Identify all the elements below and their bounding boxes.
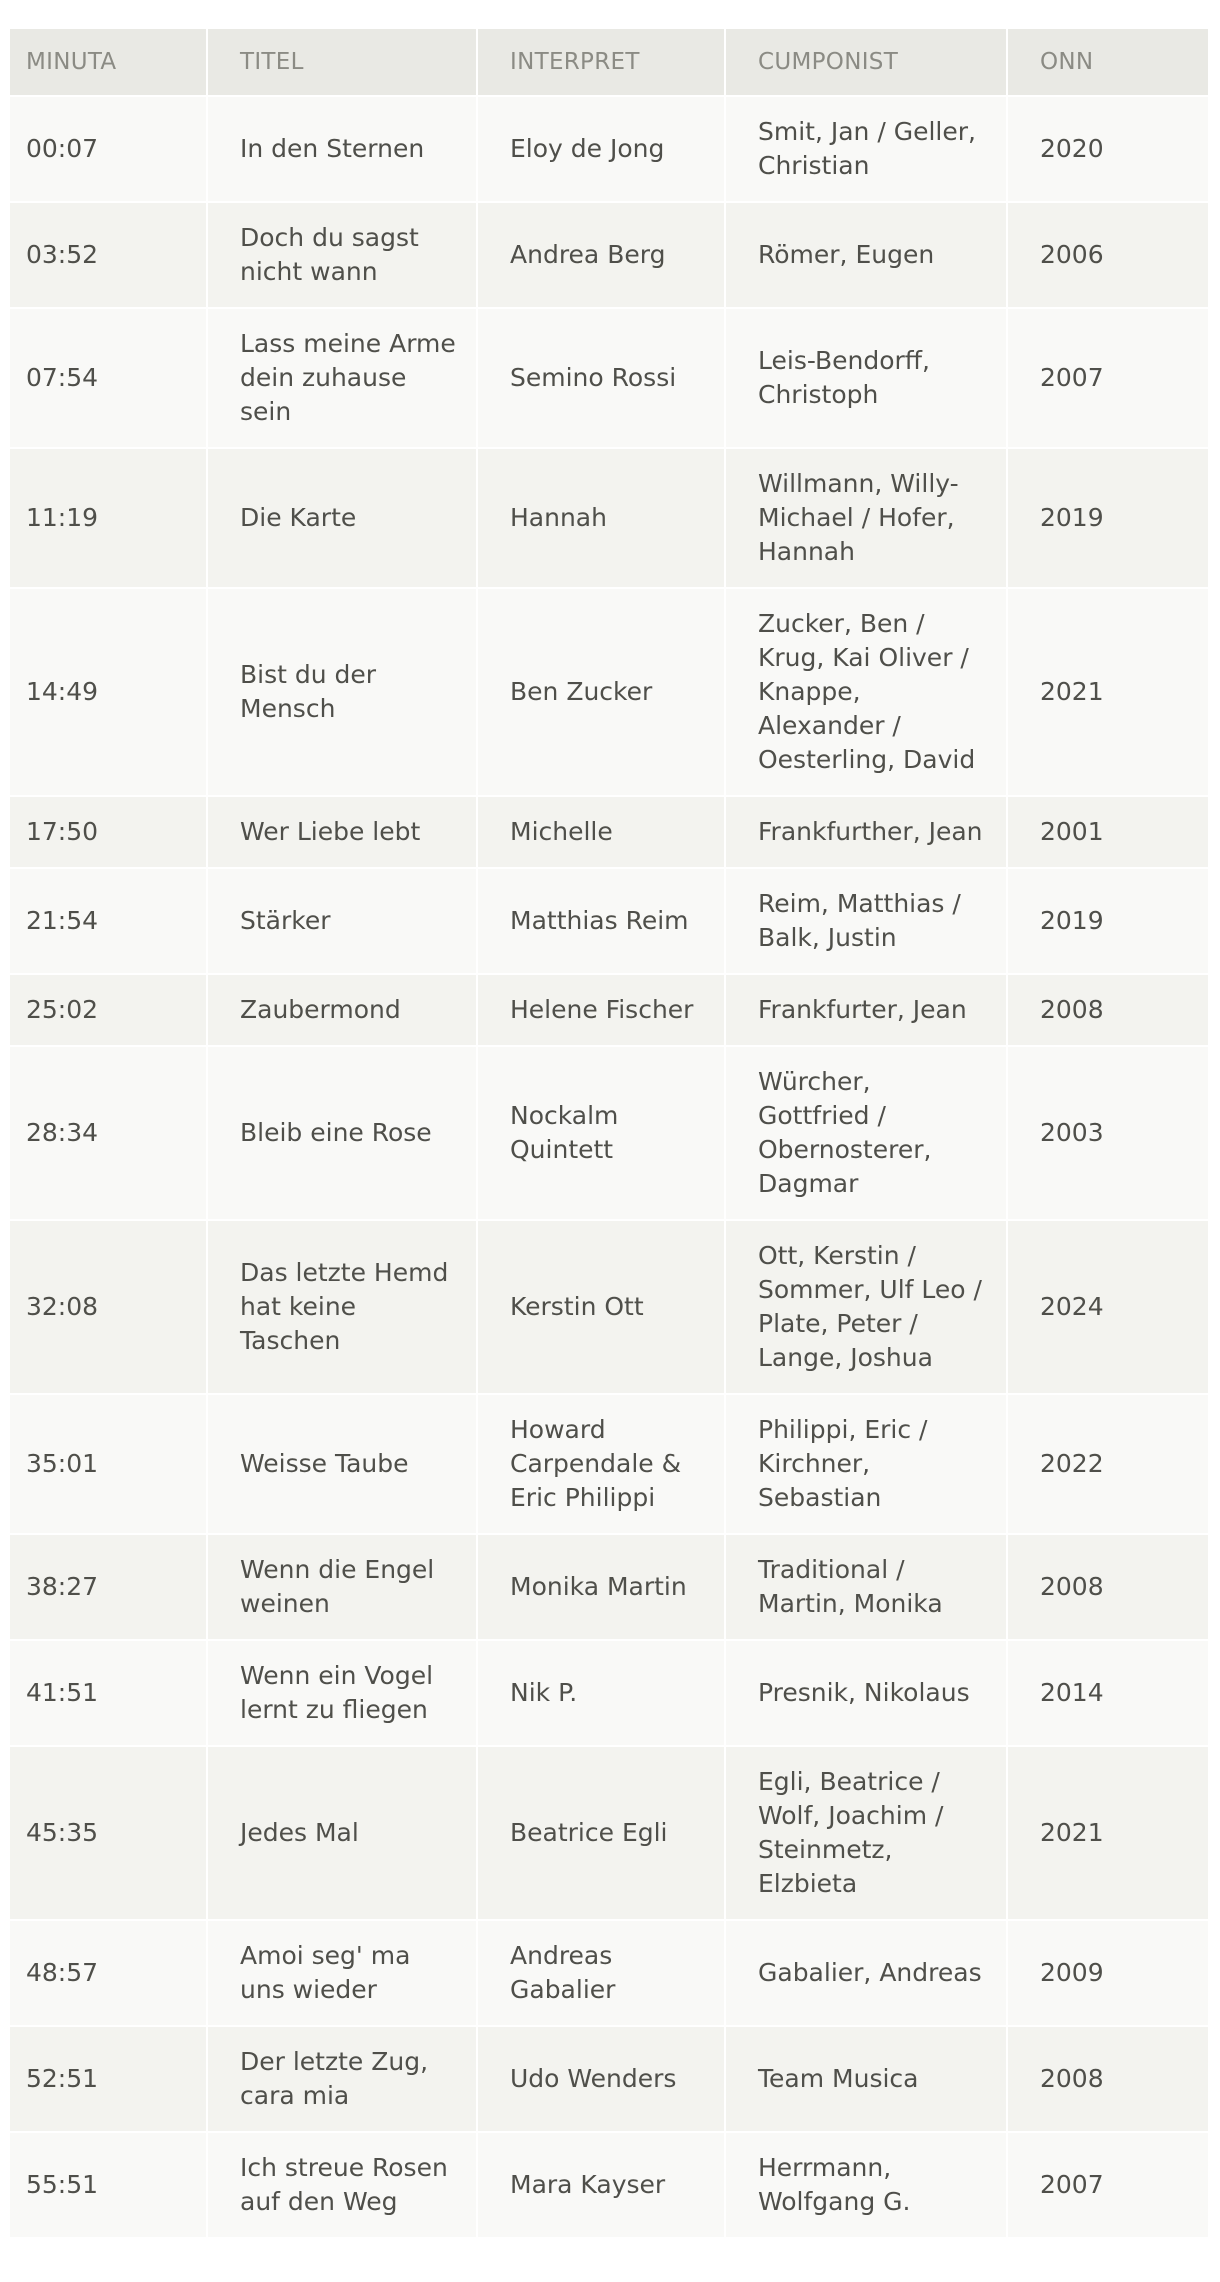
cell-titel: In den Sternen (208, 97, 478, 203)
cell-cumponist: Römer, Eugen (726, 203, 1008, 309)
cell-cumponist: Frankfurther, Jean (726, 797, 1008, 869)
cell-minuta: 14:49 (10, 589, 208, 797)
cell-cumponist: Reim, Matthias / Balk, Justin (726, 869, 1008, 975)
cell-interpret: Nockalm Quintett (478, 1047, 726, 1221)
cell-minuta: 45:35 (10, 1747, 208, 1921)
cell-cumponist: Ott, Kerstin / Sommer, Ulf Leo / Plate, Peter / Lange, Joshua (726, 1221, 1008, 1395)
cell-titel: Zaubermond (208, 975, 478, 1047)
cell-interpret: Ben Zucker (478, 589, 726, 797)
cell-interpret: Semino Rossi (478, 309, 726, 449)
cell-interpret: Helene Fischer (478, 975, 726, 1047)
playlist-table (10, 29, 1208, 2239)
cell-onn: 2024 (1008, 1221, 1208, 1395)
cell-interpret: Andrea Berg (478, 203, 726, 309)
header-onn: ONN (1008, 29, 1208, 97)
cell-titel: Wer Liebe lebt (208, 797, 478, 869)
cell-interpret: Nik P. (478, 1641, 726, 1747)
cell-titel: Bleib eine Rose (208, 1047, 478, 1221)
cell-interpret: Matthias Reim (478, 869, 726, 975)
cell-cumponist: Smit, Jan / Geller, Christian (726, 97, 1008, 203)
table-row (10, 869, 1208, 975)
cell-cumponist: Zucker, Ben / Krug, Kai Oliver / Knappe, Alexander / Oesterling, David (726, 589, 1008, 797)
playlist-table-container (10, 29, 1208, 2239)
cell-titel: Das letzte Hemd hat keine Taschen (208, 1221, 478, 1395)
cell-cumponist: Traditional / Martin, Monika (726, 1535, 1008, 1641)
cell-minuta: 32:08 (10, 1221, 208, 1395)
cell-titel: Jedes Mal (208, 1747, 478, 1921)
cell-interpret: Michelle (478, 797, 726, 869)
table-row (10, 1535, 1208, 1641)
cell-cumponist: Team Musica (726, 2027, 1008, 2133)
cell-interpret: Mara Kayser (478, 2133, 726, 2239)
table-row (10, 589, 1208, 797)
table-row (10, 1221, 1208, 1395)
cell-titel: Amoi seg' ma uns wieder (208, 1921, 478, 2027)
table-row (10, 1641, 1208, 1747)
header-interpret: INTERPRET (478, 29, 726, 97)
cell-onn: 2001 (1008, 797, 1208, 869)
cell-minuta: 38:27 (10, 1535, 208, 1641)
cell-minuta: 25:02 (10, 975, 208, 1047)
cell-onn: 2021 (1008, 1747, 1208, 1921)
cell-interpret: Kerstin Ott (478, 1221, 726, 1395)
cell-onn: 2020 (1008, 97, 1208, 203)
cell-onn: 2008 (1008, 1535, 1208, 1641)
cell-onn: 2021 (1008, 589, 1208, 797)
cell-onn: 2019 (1008, 449, 1208, 589)
cell-minuta: 21:54 (10, 869, 208, 975)
table-row (10, 1047, 1208, 1221)
cell-onn: 2003 (1008, 1047, 1208, 1221)
cell-titel: Bist du der Mensch (208, 589, 478, 797)
table-row (10, 1921, 1208, 2027)
cell-minuta: 41:51 (10, 1641, 208, 1747)
cell-minuta: 35:01 (10, 1395, 208, 1535)
cell-minuta: 07:54 (10, 309, 208, 449)
cell-cumponist: Würcher, Gottfried / Obernosterer, Dagmar (726, 1047, 1008, 1221)
cell-cumponist: Egli, Beatrice / Wolf, Joachim / Steinmetz, Elzbieta (726, 1747, 1008, 1921)
cell-interpret: Monika Martin (478, 1535, 726, 1641)
header-row (10, 29, 1208, 97)
table-row (10, 797, 1208, 869)
cell-titel: Weisse Taube (208, 1395, 478, 1535)
table-body (10, 97, 1208, 2239)
cell-minuta: 17:50 (10, 797, 208, 869)
cell-onn: 2008 (1008, 2027, 1208, 2133)
cell-interpret: Howard Carpendale & Eric Philippi (478, 1395, 726, 1535)
header-minuta: MINUTA (10, 29, 208, 97)
cell-minuta: 28:34 (10, 1047, 208, 1221)
table-row (10, 309, 1208, 449)
cell-titel: Der letzte Zug, cara mia (208, 2027, 478, 2133)
cell-minuta: 03:52 (10, 203, 208, 309)
cell-interpret: Beatrice Egli (478, 1747, 726, 1921)
table-row (10, 1395, 1208, 1535)
cell-interpret: Hannah (478, 449, 726, 589)
cell-cumponist: Herrmann, Wolfgang G. (726, 2133, 1008, 2239)
cell-titel: Wenn ein Vogel lernt zu fliegen (208, 1641, 478, 1747)
header-cumponist: CUMPONIST (726, 29, 1008, 97)
cell-onn: 2007 (1008, 309, 1208, 449)
table-row (10, 1747, 1208, 1921)
table-row (10, 449, 1208, 589)
cell-interpret: Udo Wenders (478, 2027, 726, 2133)
header-titel: TITEL (208, 29, 478, 97)
cell-titel: Die Karte (208, 449, 478, 589)
cell-cumponist: Leis-Bendorff, Christoph (726, 309, 1008, 449)
cell-interpret: Eloy de Jong (478, 97, 726, 203)
cell-minuta: 48:57 (10, 1921, 208, 2027)
cell-onn: 2019 (1008, 869, 1208, 975)
cell-interpret: Andreas Gabalier (478, 1921, 726, 2027)
cell-onn: 2022 (1008, 1395, 1208, 1535)
cell-minuta: 11:19 (10, 449, 208, 589)
table-row (10, 975, 1208, 1047)
cell-titel: Ich streue Rosen auf den Weg (208, 2133, 478, 2239)
cell-titel: Stärker (208, 869, 478, 975)
cell-cumponist: Gabalier, Andreas (726, 1921, 1008, 2027)
cell-onn: 2007 (1008, 2133, 1208, 2239)
cell-minuta: 55:51 (10, 2133, 208, 2239)
cell-minuta: 00:07 (10, 97, 208, 203)
table-row (10, 203, 1208, 309)
cell-onn: 2008 (1008, 975, 1208, 1047)
cell-onn: 2006 (1008, 203, 1208, 309)
cell-titel: Lass meine Arme dein zuhause sein (208, 309, 478, 449)
cell-cumponist: Presnik, Nikolaus (726, 1641, 1008, 1747)
cell-cumponist: Frankfurter, Jean (726, 975, 1008, 1047)
cell-onn: 2009 (1008, 1921, 1208, 2027)
cell-titel: Doch du sagst nicht wann (208, 203, 478, 309)
cell-onn: 2014 (1008, 1641, 1208, 1747)
table-header (10, 29, 1208, 97)
table-row (10, 97, 1208, 203)
cell-cumponist: Philippi, Eric / Kirchner, Sebastian (726, 1395, 1008, 1535)
cell-minuta: 52:51 (10, 2027, 208, 2133)
table-row (10, 2133, 1208, 2239)
cell-titel: Wenn die Engel weinen (208, 1535, 478, 1641)
table-row (10, 2027, 1208, 2133)
cell-cumponist: Willmann, Willy-Michael / Hofer, Hannah (726, 449, 1008, 589)
